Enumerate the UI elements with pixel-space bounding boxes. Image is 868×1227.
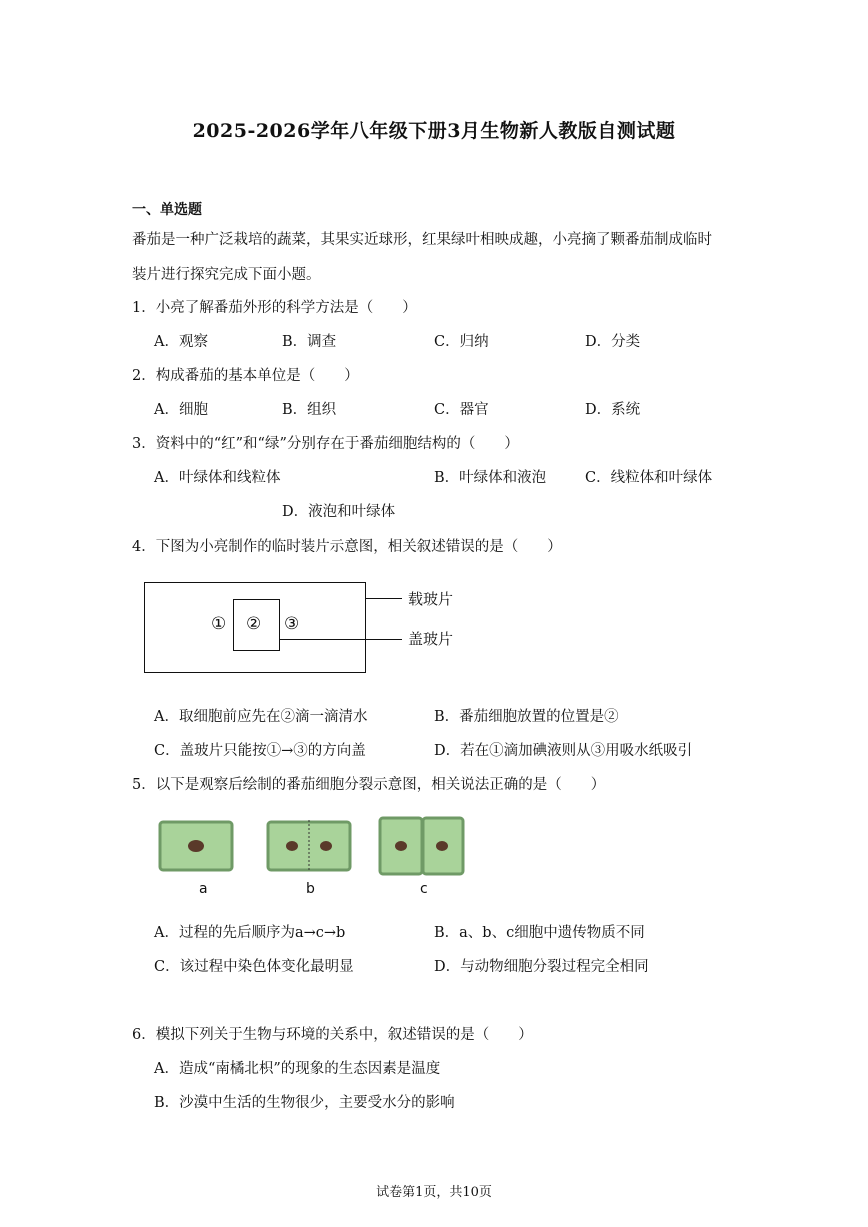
question-6-option-a: A．造成“南橘北枳”的现象的生态因素是温度	[154, 1061, 441, 1077]
cell-b-nucleus-right	[320, 841, 332, 851]
section-heading: 一、单选题	[132, 202, 202, 218]
question-6-option-b: B．沙漠中生活的生物很少，主要受水分的影响	[154, 1095, 455, 1111]
intro-line-1: 番茄是一种广泛栽培的蔬菜，其果实近球形，红果绿叶相映成趣，小亮摘了颗番茄制成临时	[132, 232, 712, 248]
caption-b: b	[306, 881, 315, 897]
question-5-option-a: A．过程的先后顺序为a→c→b	[154, 925, 346, 941]
mark-1: ①	[211, 614, 227, 634]
question-5-option-c: C．该过程中染色体变化最明显	[154, 959, 354, 975]
question-1-option-b: B．调查	[282, 334, 337, 350]
page-title: 2025-2026学年八年级下册3月生物新人教版自测试题	[192, 120, 676, 142]
question-2-stem: 2．构成番茄的基本单位是（ ）	[132, 368, 359, 384]
question-3-option-a: A．叶绿体和线粒体	[154, 470, 281, 486]
question-3-option-c: C．线粒体和叶绿体	[585, 470, 713, 486]
cover-leader-line	[280, 639, 402, 640]
question-4-option-c: C．盖玻片只能按①→③的方向盖	[154, 743, 366, 759]
question-6-stem: 6．模拟下列关于生物与环境的关系中，叙述错误的是（ ）	[132, 1027, 533, 1043]
cell-b-nucleus-left	[286, 841, 298, 851]
cell-c	[380, 818, 463, 874]
question-1-option-c: C．归纳	[434, 334, 489, 350]
cell-b	[268, 820, 350, 872]
question-4-option-a: A．取细胞前应先在②滴一滴清水	[154, 709, 368, 725]
cell-division-figure	[150, 810, 470, 880]
question-4-option-d: D．若在①滴加碘液则从③用吸水纸吸引	[434, 743, 693, 759]
slide-leader-line	[366, 598, 402, 599]
cell-a	[160, 822, 232, 870]
question-3-option-d: D．液泡和叶绿体	[282, 504, 396, 520]
caption-a: a	[199, 881, 208, 897]
question-4-option-b: B．番茄细胞放置的位置是②	[434, 709, 619, 725]
question-5-stem: 5．以下是观察后绘制的番茄细胞分裂示意图，相关说法正确的是（ ）	[132, 777, 606, 793]
label-glass-slide: 载玻片	[408, 590, 454, 608]
question-4-stem: 4．下图为小亮制作的临时装片示意图，相关叙述错误的是（ ）	[132, 539, 562, 555]
cell-c-nucleus-left	[395, 841, 407, 851]
mark-2: ②	[246, 614, 262, 634]
question-2-option-c: C．器官	[434, 402, 489, 418]
question-1-option-a: A．观察	[154, 334, 208, 350]
caption-c: c	[420, 881, 428, 897]
question-1-stem: 1．小亮了解番茄外形的科学方法是（ ）	[132, 300, 417, 316]
question-2-option-d: D．系统	[585, 402, 641, 418]
question-3-option-b: B．叶绿体和液泡	[434, 470, 547, 486]
label-cover-slip: 盖玻片	[408, 630, 454, 648]
cell-a-nucleus	[188, 840, 204, 852]
question-1-option-d: D．分类	[585, 334, 641, 350]
cell-c-nucleus-right	[436, 841, 448, 851]
question-2-option-a: A．细胞	[154, 402, 208, 418]
question-5-option-b: B．a、b、c细胞中遗传物质不同	[434, 925, 645, 941]
question-2-option-b: B．组织	[282, 402, 337, 418]
question-5-option-d: D．与动物细胞分裂过程完全相同	[434, 959, 649, 975]
mark-3: ③	[284, 614, 300, 634]
question-3-stem: 3．资料中的“红”和“绿”分别存在于番茄细胞结构的（ ）	[132, 436, 519, 452]
page-footer: 试卷第1页，共10页	[376, 1185, 492, 1200]
intro-line-2: 装片进行探究完成下面小题。	[132, 267, 321, 283]
